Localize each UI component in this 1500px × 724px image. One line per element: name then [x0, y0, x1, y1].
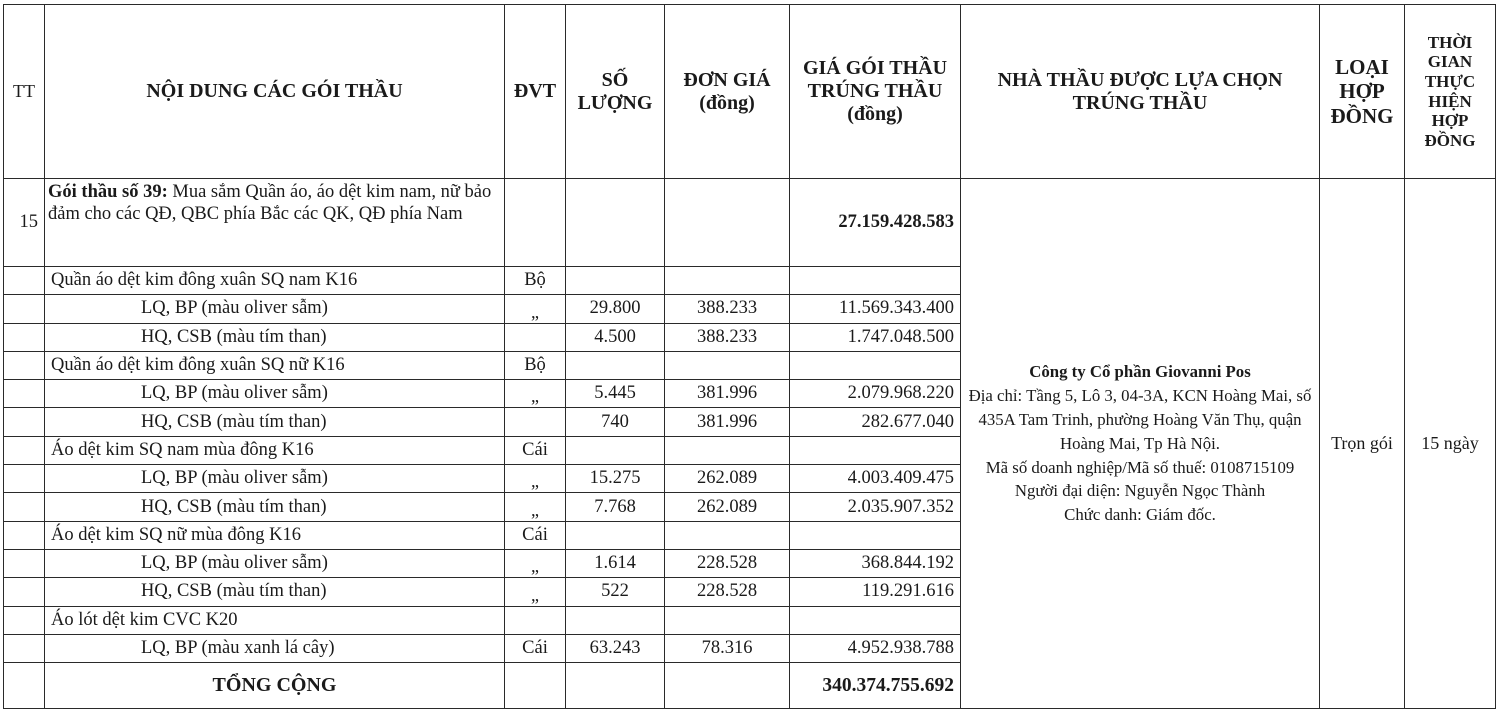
row-quantity [566, 521, 665, 549]
row-tt [4, 380, 45, 408]
row-tt [4, 606, 45, 634]
row-unit-price: 381.996 [665, 380, 790, 408]
row-unit-price [665, 351, 790, 379]
row-content: Quần áo dệt kim đông xuân SQ nữ K16 [45, 351, 505, 379]
row-content: LQ, BP (màu oliver sẫm) [45, 465, 505, 493]
package-description [45, 179, 505, 267]
row-tt [4, 267, 45, 295]
contractor-tax-id: Mã số doanh nghiệp/Mã số thuế: 0108715109 [985, 457, 1295, 477]
total-price [665, 663, 790, 709]
row-quantity: 740 [566, 408, 665, 436]
row-unit: „ [505, 578, 566, 606]
row-tt [4, 465, 45, 493]
row-content: Áo lót dệt kim CVC K20 [45, 606, 505, 634]
row-content: LQ, BP (màu oliver sẫm) [45, 549, 505, 577]
row-tt [4, 493, 45, 521]
row-content: HQ, CSB (màu tím than) [45, 323, 505, 351]
row-unit-price [665, 436, 790, 464]
row-total [790, 436, 961, 464]
contract-type: Trọn gói [1320, 179, 1405, 709]
header-contract-type: LOẠI HỢP ĐỒNG [1320, 5, 1405, 179]
row-unit-price [665, 606, 790, 634]
package-desc-text: Mua sắm Quần áo, áo dệt kim nam, nữ bảo đảm cho các QĐ, QBC phía Bắc các QK, QĐ phía Nam [48, 182, 492, 225]
header-tt: TT [4, 5, 45, 179]
row-quantity: 15.275 [566, 465, 665, 493]
row-unit: Bộ [505, 351, 566, 379]
header-duration: THỜI GIAN THỰC HIỆN HỢP ĐỒNG [1405, 5, 1496, 179]
contractor-address: Địa chỉ: Tầng 5, Lô 3, 04-3A, KCN Hoàng Mai, số 435A Tam Trinh, phường Hoàng Văn Thụ, quận Hoàng Mai, Tp Hà Nội. [968, 385, 1312, 453]
row-unit: Cái [505, 521, 566, 549]
row-total: 2.035.907.352 [790, 493, 961, 521]
row-total [790, 606, 961, 634]
row-unit: „ [505, 549, 566, 577]
row-total: 282.677.040 [790, 408, 961, 436]
row-quantity [566, 351, 665, 379]
row-unit: „ [505, 295, 566, 323]
total-tt [4, 663, 45, 709]
header-unit-price: ĐƠN GIÁ (đồng) [665, 5, 790, 179]
row-unit: Cái [505, 634, 566, 662]
row-unit-price [665, 267, 790, 295]
row-total: 11.569.343.400 [790, 295, 961, 323]
contractor-title: Chức danh: Giám đốc. [1064, 505, 1216, 525]
package-number: 15 [4, 179, 45, 267]
contractor-name: Công ty Cổ phần Giovanni Pos [1029, 362, 1251, 382]
contract-duration: 15 ngày [1405, 179, 1496, 709]
header-quantity: SỐ LƯỢNG [566, 5, 665, 179]
row-unit-price: 262.089 [665, 493, 790, 521]
package-row [4, 179, 1496, 267]
row-content: Áo dệt kim SQ nam mùa đông K16 [45, 436, 505, 464]
row-total [790, 267, 961, 295]
row-unit: „ [505, 380, 566, 408]
package-bid-price: 27.159.428.583 [790, 179, 961, 267]
row-unit-price: 262.089 [665, 465, 790, 493]
row-quantity: 7.768 [566, 493, 665, 521]
row-tt [4, 578, 45, 606]
row-unit-price: 228.528 [665, 578, 790, 606]
row-total [790, 521, 961, 549]
total-unit [505, 663, 566, 709]
bid-results-document [3, 4, 1496, 709]
row-unit-price: 381.996 [665, 408, 790, 436]
row-unit [505, 323, 566, 351]
row-total: 4.952.938.788 [790, 634, 961, 662]
row-quantity [566, 606, 665, 634]
row-quantity: 522 [566, 578, 665, 606]
row-content: LQ, BP (màu xanh lá cây) [45, 634, 505, 662]
row-tt [4, 323, 45, 351]
row-tt [4, 408, 45, 436]
row-tt [4, 351, 45, 379]
row-content: HQ, CSB (màu tím than) [45, 408, 505, 436]
row-unit: Cái [505, 436, 566, 464]
row-content: LQ, BP (màu oliver sẫm) [45, 295, 505, 323]
header-row [4, 5, 1496, 179]
contractor-representative: Người đại diện: Nguyễn Ngọc Thành [1014, 481, 1266, 501]
header-contractor: NHÀ THẦU ĐƯỢC LỰA CHỌN TRÚNG THẦU [961, 5, 1320, 179]
row-unit [505, 408, 566, 436]
bid-results-table [3, 4, 1496, 709]
row-tt [4, 436, 45, 464]
row-total: 1.747.048.500 [790, 323, 961, 351]
row-tt [4, 295, 45, 323]
row-total: 2.079.968.220 [790, 380, 961, 408]
row-unit-price [665, 521, 790, 549]
row-unit: „ [505, 465, 566, 493]
row-content: Quần áo dệt kim đông xuân SQ nam K16 [45, 267, 505, 295]
row-content: HQ, CSB (màu tím than) [45, 493, 505, 521]
row-quantity: 29.800 [566, 295, 665, 323]
contractor-info [961, 179, 1320, 709]
row-quantity: 1.614 [566, 549, 665, 577]
row-unit-price: 388.233 [665, 323, 790, 351]
row-total: 119.291.616 [790, 578, 961, 606]
row-unit: „ [505, 493, 566, 521]
total-qty [566, 663, 665, 709]
row-total: 368.844.192 [790, 549, 961, 577]
header-bid-price: GIÁ GÓI THẦU TRÚNG THẦU (đồng) [790, 5, 961, 179]
row-unit [505, 606, 566, 634]
row-quantity: 5.445 [566, 380, 665, 408]
row-tt [4, 634, 45, 662]
header-unit: ĐVT [505, 5, 566, 179]
row-quantity: 63.243 [566, 634, 665, 662]
package-label: Gói thầu số 39: [48, 182, 168, 202]
package-price [665, 179, 790, 267]
row-unit-price: 388.233 [665, 295, 790, 323]
row-unit-price: 228.528 [665, 549, 790, 577]
row-tt [4, 521, 45, 549]
row-content: LQ, BP (màu oliver sẫm) [45, 380, 505, 408]
total-label: TỔNG CỘNG [45, 663, 505, 709]
row-unit-price: 78.316 [665, 634, 790, 662]
row-quantity [566, 436, 665, 464]
total-value: 340.374.755.692 [790, 663, 961, 709]
row-total: 4.003.409.475 [790, 465, 961, 493]
row-content: Áo dệt kim SQ nữ mùa đông K16 [45, 521, 505, 549]
header-content: NỘI DUNG CÁC GÓI THẦU [45, 5, 505, 179]
row-unit: Bộ [505, 267, 566, 295]
row-quantity: 4.500 [566, 323, 665, 351]
package-unit [505, 179, 566, 267]
row-tt [4, 549, 45, 577]
row-content: HQ, CSB (màu tím than) [45, 578, 505, 606]
row-total [790, 351, 961, 379]
row-quantity [566, 267, 665, 295]
package-qty [566, 179, 665, 267]
